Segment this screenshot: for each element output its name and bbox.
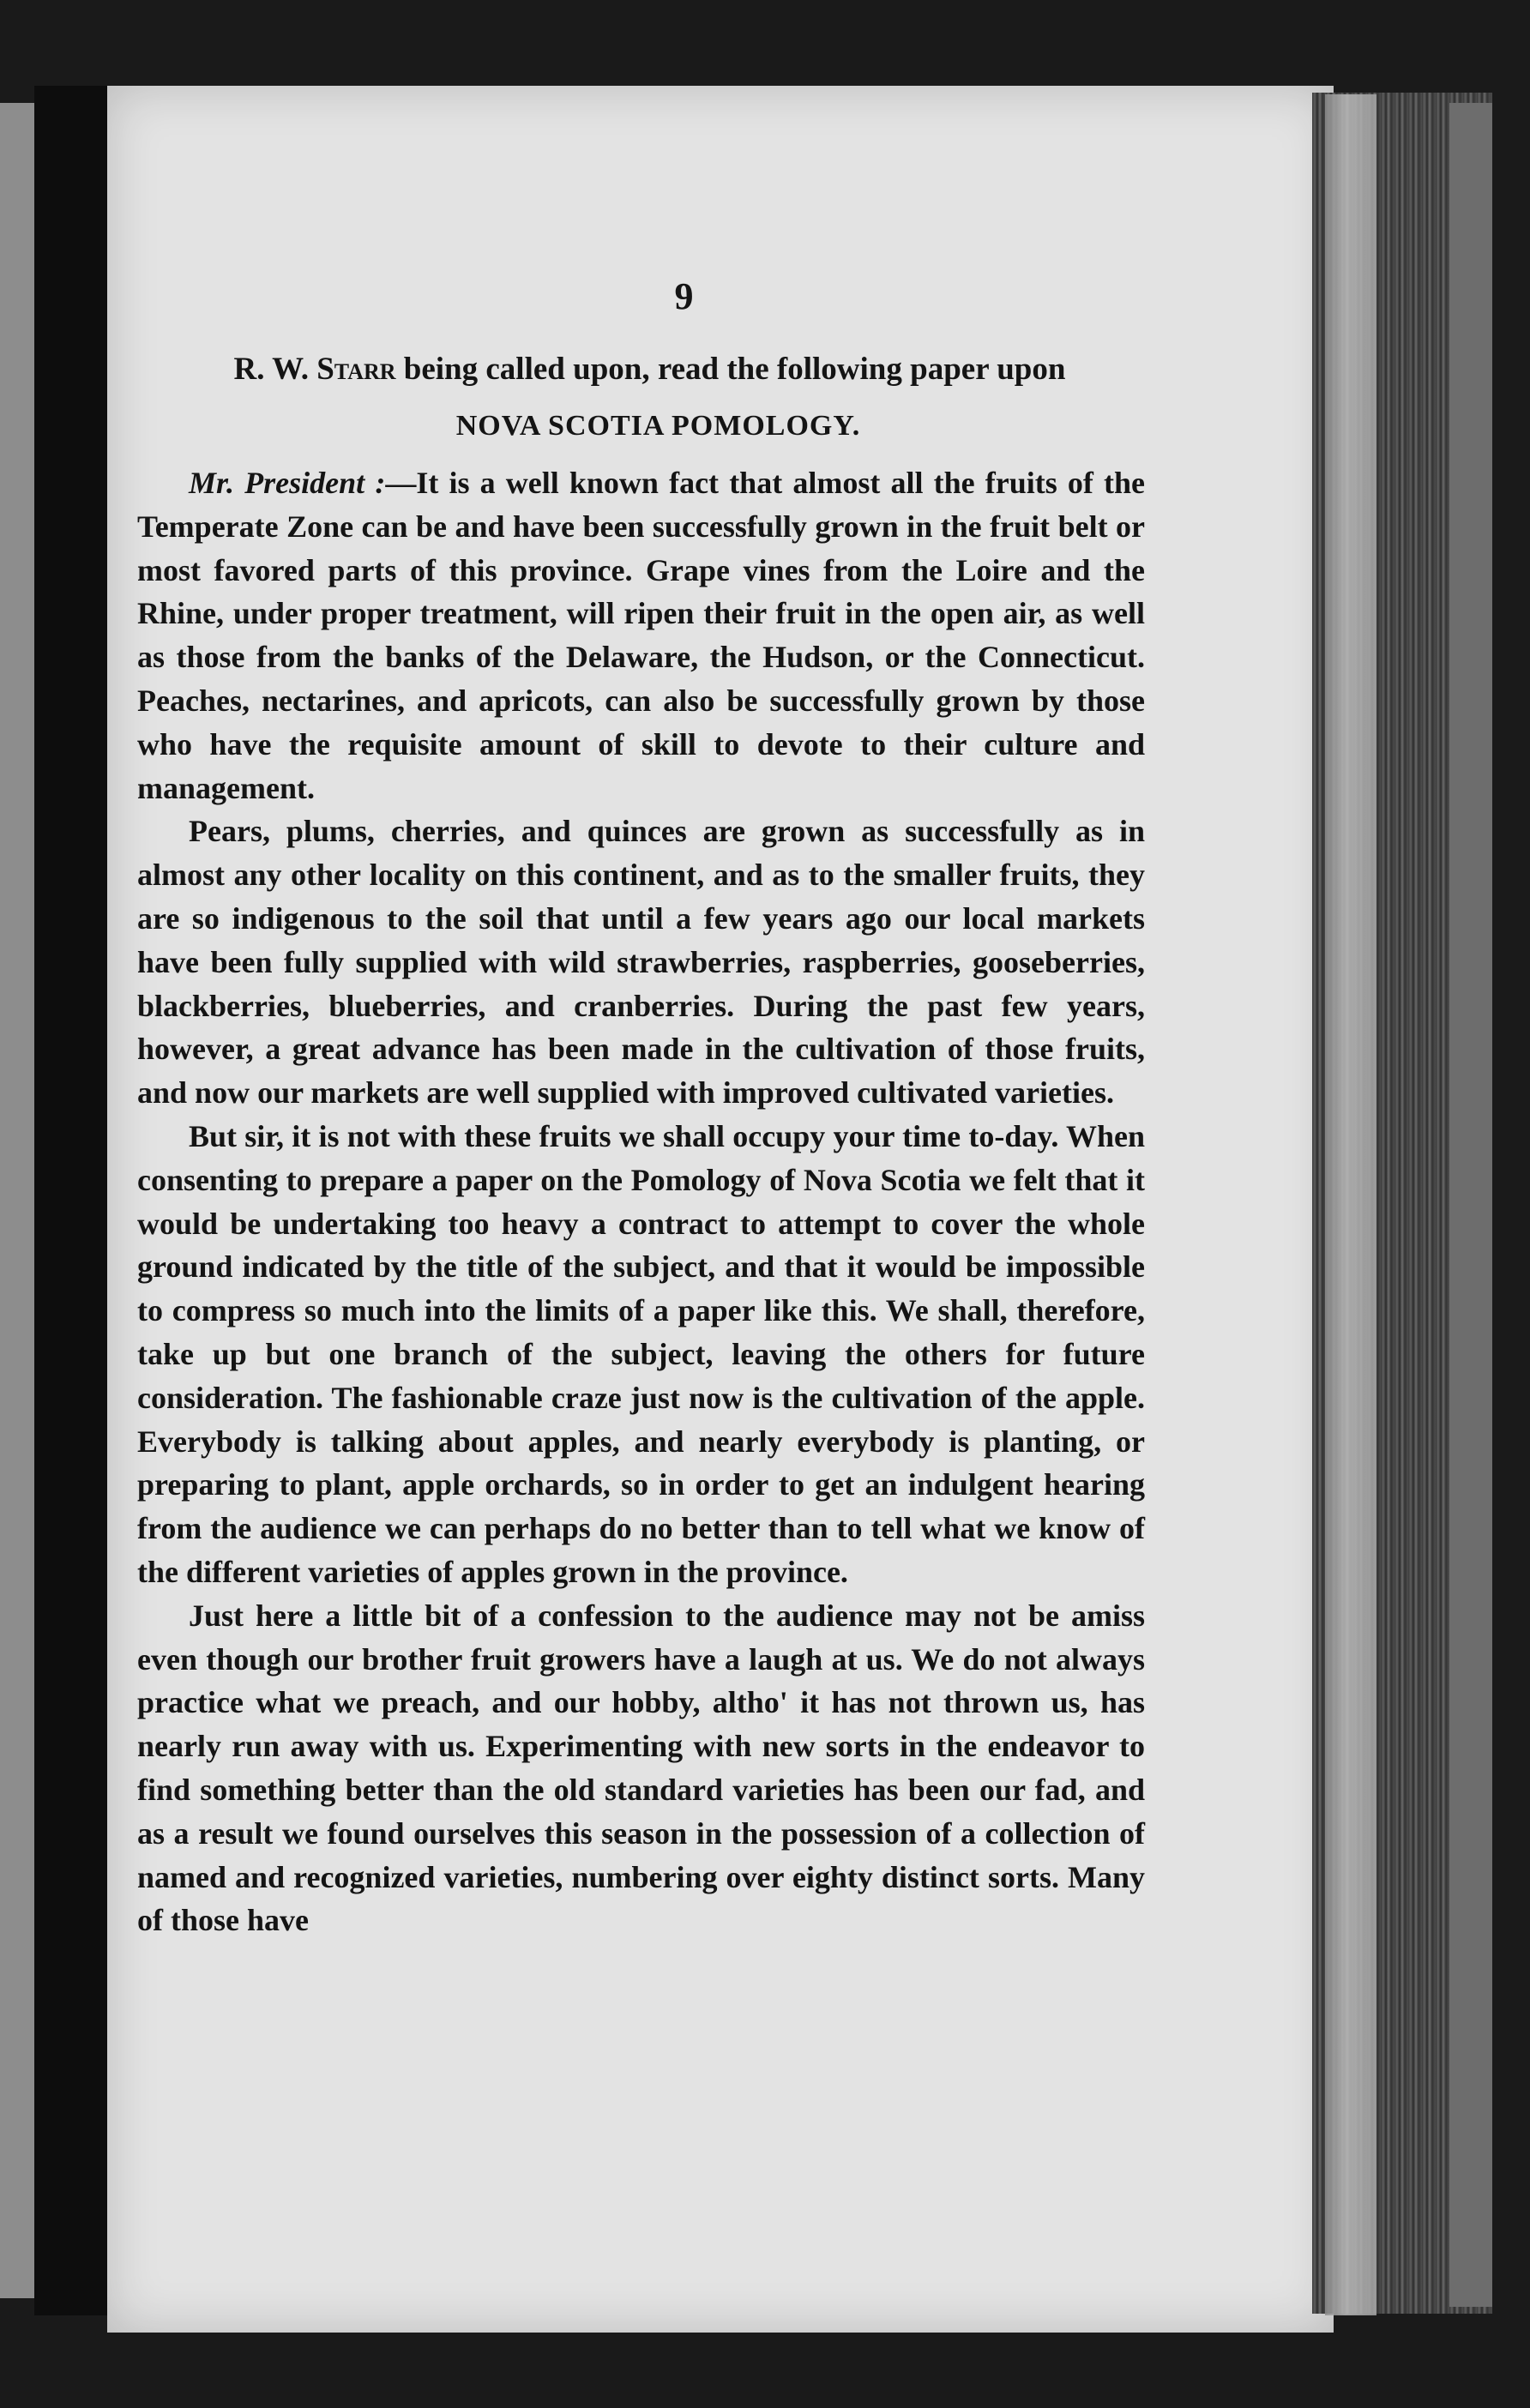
- lead-line: [137, 351, 1145, 388]
- page-fore-edge-outer: [1449, 103, 1492, 2307]
- paragraph-4: Just here a little bit of a confession to the audience may not be amiss even though our brother fruit growers have a laugh at us. We do not always practice what we preach, and our hobby, altho' it has not thrown us, has nearly run away with us. Experimenting with new sorts in the endeavor to find something better than the old standard varieties has been our fad, and as a result we found ourselves this season in the possession of a collection of named and recognized varieties, numbering over eighty distinct sorts. Many of those have: [137, 1598, 1145, 1938]
- lead-line-text: being called upon, read the following paper upon: [395, 352, 1066, 387]
- page-number: 9: [674, 275, 694, 317]
- salutation: Mr. President :: [189, 466, 386, 500]
- paragraph-3: But sir, it is not with these fruits we shall occupy your time to-day. When consenting to prepare a paper on the Pomology of Nova Scotia we felt that it would be undertaking too heavy a contract to attempt to cover the whole ground indicated by the title of the subject, and that it would be impossible to compress so much into the limits of a paper like this. We shall, therefore, take up but one branch of the subject, leaving the others for future consideration. The fashionable craze just now is the cultivation of the apple. Everybody is talking about apples, and nearly everybody is planting, or preparing to plant, apple orchards, so in order to get an indulgent hearing from the audience we can perhaps do no better than to tell what we know of the different varieties of apples grown in the province.: [137, 1118, 1145, 1589]
- left-page-edge: [0, 103, 34, 2298]
- page-text-block: [137, 274, 1145, 1942]
- paragraph-2: Pears, plums, cherries, and quinces are grown as successfully as in almost any other locality on this continent, and as to the smaller fruits, they are so indigenous to the soil that until a few years ago our local markets have been fully supplied with wild strawberries, raspberries, gooseberries, blackberries, blueberries, and cranberries. During the past few years, however, a great advance has been made in the cultivation of those fruits, and now our markets are well supplied with improved cultivated varieties.: [137, 814, 1145, 1111]
- page-fore-edge-highlight: [1325, 94, 1376, 2315]
- paper-title: NOVA SCOTIA POMOLOGY.: [455, 410, 861, 442]
- book-gutter-shadow: [34, 86, 111, 2315]
- speaker-name: R. W. Starr: [233, 352, 396, 387]
- paragraph-1: [137, 461, 1145, 810]
- paragraph-1-text: —It is a well known fact that almost all the fruits of the Temperate Zone can be and have been successfully grown in the fruit belt or most favored parts of this province. Grape vines from the Loire and the Rhine, under proper treatment, will ripen their fruit in the open air, as well as those from the banks of the Delaware, the Hudson, or the Connecticut. Peaches, nectarines, and apricots, can also be successfully grown by those who have the requisite amount of skill to devote to their culture and management.: [137, 466, 1146, 805]
